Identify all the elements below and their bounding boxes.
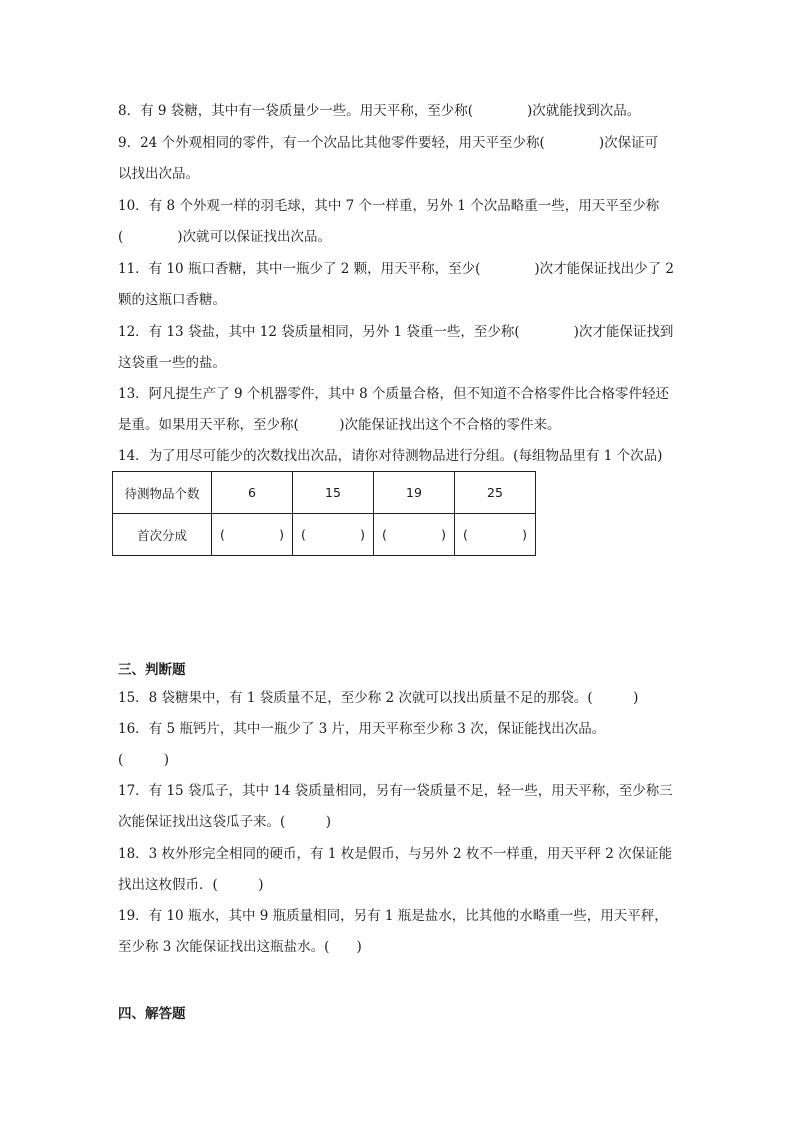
question-18-line-2: 找出这枚假币．( ) [118, 877, 264, 893]
question-13-line-2: 是重。如果用天平称，至少称( )次能保证找出这个不合格的零件来。 [118, 417, 561, 433]
question-12-line-1: 12．有 13 袋盐，其中 12 袋质量相同，另外 1 袋重一些，至少称( )次才能保证找到 [118, 324, 674, 340]
answer-blank[interactable] [455, 514, 536, 556]
paren-close: ) [279, 527, 284, 542]
question-17-line-2: 次能保证找出这袋瓜子来。( ) [118, 814, 332, 830]
question-17-line-1: 17．有 15 袋瓜子，其中 14 袋质量相同，另有一袋质量不足，轻一些，用天平称，至少称三 [118, 783, 673, 799]
question-9-line-2: 以找出次品。 [118, 166, 199, 182]
grouping-table [112, 471, 536, 556]
table-cell-count: 6 [212, 472, 293, 514]
question-9-line-1: 9．24 个外观相同的零件，有一个次品比其他零件要轻，用天平至少称( )次保证可 [118, 135, 659, 151]
table-header-first-split: 首次分成 [113, 514, 212, 556]
question-19-line-2: 至少称 3 次能保证找出这瓶盐水。( ) [118, 939, 362, 955]
section-3-title: 三、判断题 [118, 662, 186, 678]
table-header-item-count: 待测物品个数 [113, 472, 212, 514]
paren-close: ) [441, 527, 446, 542]
paren-open: ( [220, 527, 225, 542]
table-row-first-split [113, 514, 536, 556]
answer-blank[interactable] [293, 514, 374, 556]
question-16-line-1: 16．有 5 瓶钙片，其中一瓶少了 3 片，用天平称至少称 3 次，保证能找出次品。 [118, 721, 606, 737]
table-row-items [113, 472, 536, 514]
table-cell-count: 19 [374, 472, 455, 514]
paren-open: ( [301, 527, 306, 542]
question-16-line-2: ( ) [118, 752, 170, 768]
paren-close: ) [360, 527, 365, 542]
paren-open: ( [463, 527, 468, 542]
section-4-title: 四、解答题 [118, 1006, 186, 1022]
question-10-line-1: 10．有 8 个外观一样的羽毛球，其中 7 个一样重，另外 1 个次品略重一些，用天平至少称 [118, 198, 660, 214]
answer-blank[interactable] [374, 514, 455, 556]
question-14: 14．为了用尽可能少的次数找出次品，请你对待测物品进行分组。(每组物品里有 1 个次品) [118, 448, 663, 464]
paren-open: ( [382, 527, 387, 542]
question-15: 15．8 袋糖果中，有 1 袋质量不足，至少称 2 次就可以找出质量不足的那袋。( ) [118, 690, 639, 706]
table-cell-count: 15 [293, 472, 374, 514]
answer-blank[interactable] [212, 514, 293, 556]
question-11-line-2: 颗的这瓶口香糖。 [118, 292, 226, 308]
question-19-line-1: 19．有 10 瓶水，其中 9 瓶质量相同，另有 1 瓶是盐水，比其他的水略重一些，用天平秤， [118, 908, 668, 924]
question-8: 8．有 9 袋糖，其中有一袋质量少一些。用天平称，至少称( )次就能找到次品。 [118, 103, 641, 119]
question-12-line-2: 这袋重一些的盐。 [118, 355, 226, 371]
question-11-line-1: 11．有 10 瓶口香糖，其中一瓶少了 2 颗，用天平称，至少( )次才能保证找出少了 2 [118, 261, 675, 277]
question-13-line-1: 13．阿凡提生产了 9 个机器零件，其中 8 个质量合格，但不知道不合格零件比合格零件轻还 [118, 386, 670, 402]
question-18-line-1: 18．3 枚外形完全相同的硬币，有 1 枚是假币，与另外 2 枚不一样重，用天平秤 2 次保证能 [118, 846, 673, 862]
table-cell-count: 25 [455, 472, 536, 514]
paren-close: ) [522, 527, 527, 542]
question-10-line-2: ( )次就可以保证找出次品。 [118, 229, 332, 245]
